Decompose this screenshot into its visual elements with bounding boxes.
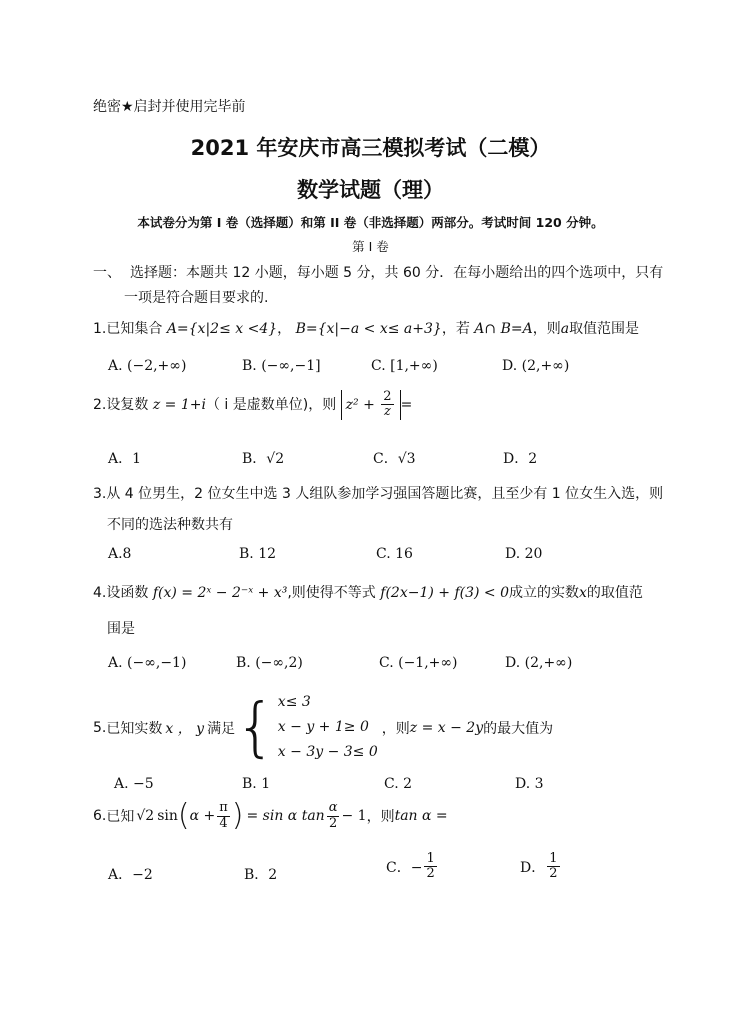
question-4-line2: 围是: [107, 621, 135, 637]
question-number: 2.: [93, 396, 107, 413]
q5-option-c: C. 2: [384, 776, 413, 792]
question-number: 5.: [93, 719, 107, 736]
inequality: f(2x−1) + f(3) < 0: [380, 585, 509, 601]
constraint-2: x − y + 1≥ 0: [277, 719, 369, 735]
question-6: 6. 已知 √2 sin ( α + $\frac{\pi}{4}$ ) = sin α tan $\frac{\alpha}{2}$ − 1 ，则 tan α =: [93, 798, 448, 833]
q4-option-a: A. (−∞,−1): [108, 655, 187, 671]
absolute-value-expr: z² + $\frac{2}{z}$: [341, 390, 401, 420]
constraint-3: x − 3y − 3≤ 0: [277, 744, 378, 760]
q1-option-c: C. [1,+∞): [371, 358, 438, 374]
section-intro-line1: 选择题：本题共 12 小题，每小题 5 分，共 60 分．在每小题给出的四个选项中，只有: [130, 265, 664, 281]
q2-option-a: A．1: [108, 451, 142, 467]
q4-option-b: B. (−∞,2): [236, 655, 303, 671]
q3-option-d: D. 20: [505, 546, 543, 562]
question-3-line2: 不同的选法种数共有: [107, 517, 233, 533]
objective-function: z = x − 2y: [409, 719, 484, 736]
q4-option-d: D. (2,+∞): [505, 655, 573, 671]
question-3: 3.从 4 位男生，2 位女生中选 3 人组队参加学习强国答题比赛，且至少有 1 位女生入选，则: [93, 486, 664, 502]
question-5: 5. 已知实数 x ， y 满足 { x≤ 3 x − y + 1≥ 0 x − 3y − 3≤ 0 ，则 z = x − 2y 的最大值为: [93, 690, 554, 765]
q2-option-d: D．2: [503, 451, 538, 467]
question-number: 1.: [93, 321, 107, 337]
question-number: 6.: [93, 808, 107, 824]
target-expression: tan α =: [394, 808, 448, 824]
question-4: 4.设函数 f(x) = 2ˣ − 2⁻ˣ + x³,则使得不等式 f(2x−1) + f(3) < 0成立的实数x的取值范: [93, 585, 643, 601]
part-label: 第 I 卷: [352, 239, 389, 254]
q6-option-a: A．−2: [108, 867, 153, 883]
complex-expr: z = 1+i: [152, 396, 206, 413]
set-condition: A∩ B=A: [474, 321, 533, 337]
confidential-note: 绝密★启封并使用完毕前: [93, 99, 246, 115]
q6-option-c: C．− $\frac{1}{2}$: [386, 851, 435, 882]
section-number: 一、: [93, 265, 121, 281]
q5-option-b: B. 1: [242, 776, 271, 792]
q5-option-a: A. −5: [114, 776, 154, 792]
question-2: 2.设复数 z = 1+i（ i 是虚数单位)，则 z² + $\frac{2}{z}$ =: [93, 389, 413, 420]
q1-option-b: B. (−∞,−1]: [242, 358, 321, 374]
function-def: f(x) = 2ˣ − 2⁻ˣ + x³: [152, 585, 288, 601]
exam-title: 2021 年安庆市高三模拟考试（二模）: [190, 136, 551, 160]
q2-option-c: C．√3: [373, 451, 416, 467]
q3-option-c: C. 16: [376, 546, 413, 562]
q4-option-c: C. (−1,+∞): [379, 655, 458, 671]
q2-option-b: B．√2: [242, 451, 285, 467]
q3-option-b: B. 12: [239, 546, 277, 562]
q3-option-a: A.8: [108, 546, 132, 562]
exam-subtitle: 数学试题（理）: [297, 178, 444, 202]
question-1: 1.已知集合 A={x|2≤ x <4}， B={x|−a < x≤ a+3}，若 A∩ B=A，则a取值范围是: [93, 321, 640, 337]
q1-option-d: D. (2,+∞): [502, 358, 570, 374]
set-a: A={x|2≤ x <4}: [166, 321, 278, 337]
question-number: 3.: [93, 486, 107, 502]
constraint-1: x≤ 3: [277, 694, 311, 710]
q1-option-a: A. (−2,+∞): [108, 358, 187, 374]
section-intro-line2: 一项是符合题目要求的.: [124, 290, 269, 306]
constraint-system: { x≤ 3 x − y + 1≥ 0 x − 3y − 3≤ 0: [235, 690, 378, 765]
q5-option-d: D. 3: [515, 776, 544, 792]
exam-note: 本试卷分为第 I 卷（选择题）和第 II 卷（非选择题）两部分。考试时间 120 分钟。: [137, 215, 604, 230]
question-number: 4.: [93, 585, 107, 601]
q6-option-d: D． $\frac{1}{2}$: [520, 851, 558, 882]
q6-option-b: B．2: [244, 867, 278, 883]
set-b: B={x|−a < x≤ a+3}: [295, 321, 442, 337]
